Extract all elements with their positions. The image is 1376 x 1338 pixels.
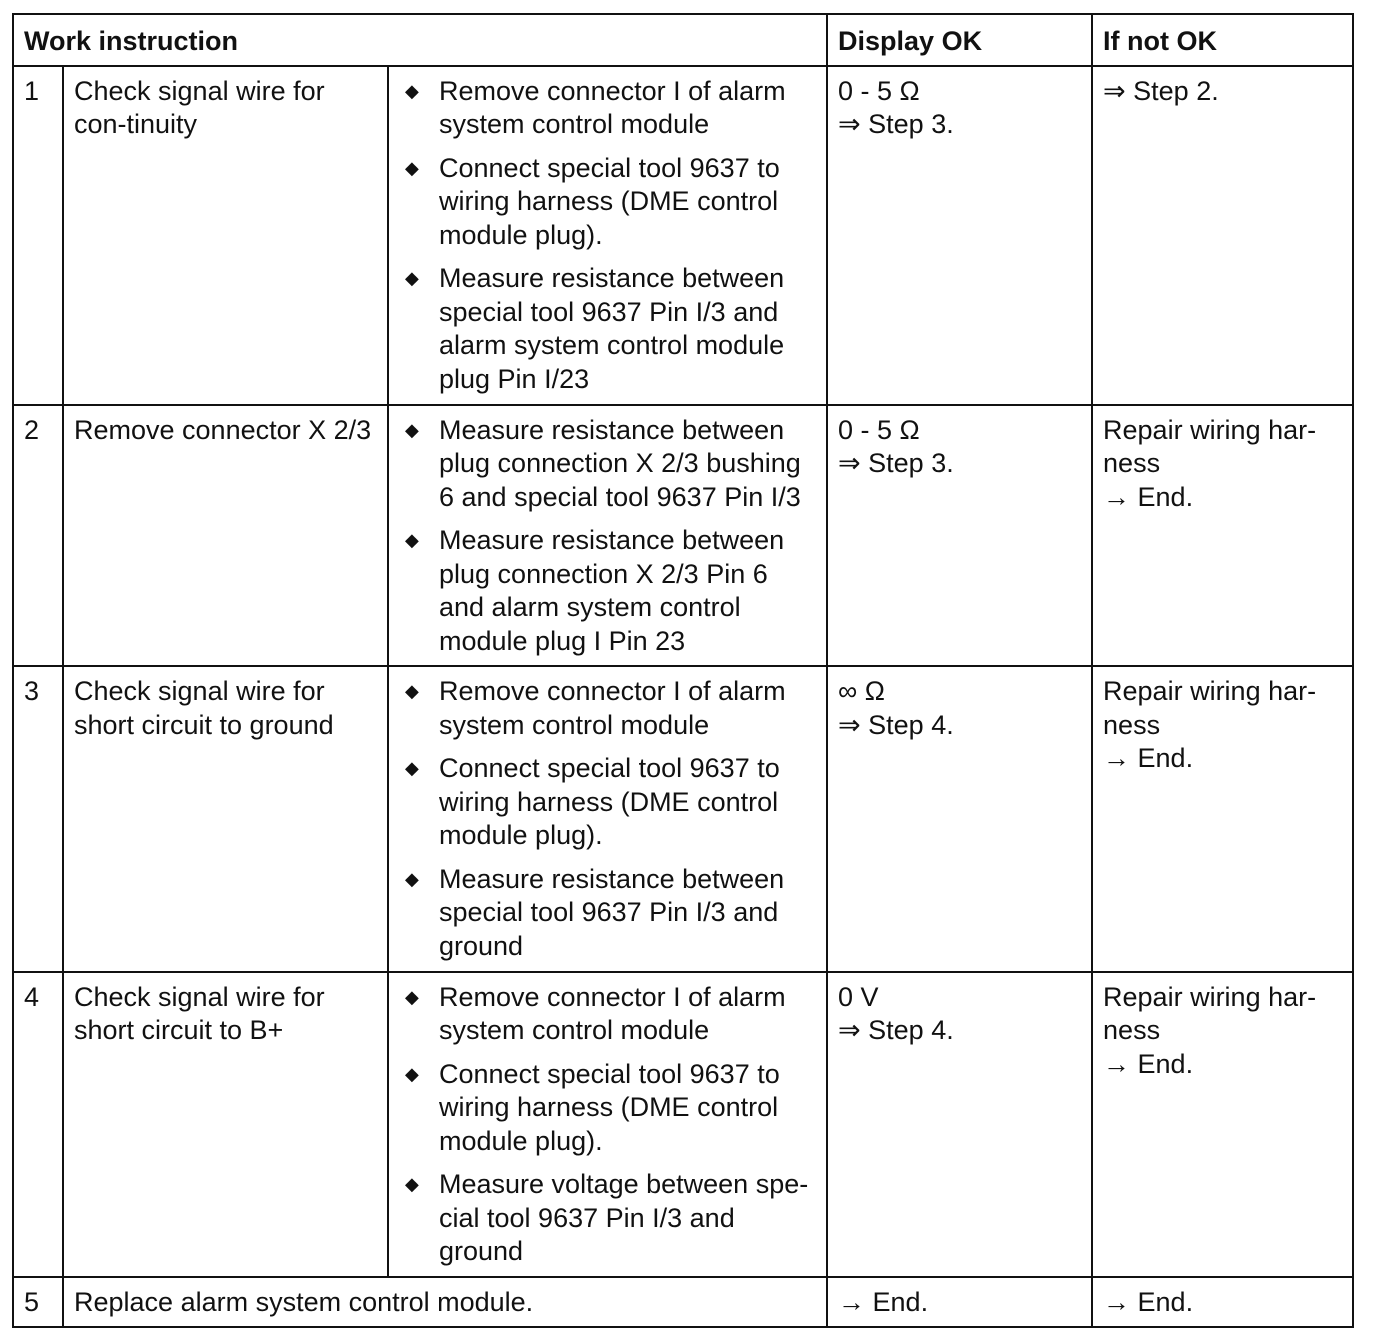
table-row <box>13 66 1353 405</box>
step-number: 1 <box>13 66 63 405</box>
diamond-bullet-icon: ◆ <box>405 80 419 101</box>
step-number: 4 <box>13 972 63 1277</box>
diamond-bullet-icon: ◆ <box>405 1174 419 1195</box>
instruction-text: Check signal wire for short circuit to ground <box>63 666 388 971</box>
if-not-ok-next-step: ⇒ Step 2. <box>1103 75 1219 106</box>
diamond-bullet-icon: ◆ <box>405 681 419 702</box>
action-item <box>399 675 817 742</box>
if-not-ok-next-step: → End. <box>1103 481 1194 512</box>
action-text: Measure voltage between spe-cial tool 9637 Pin I/3 and ground <box>439 1169 809 1267</box>
if-not-ok-next-step: → End. <box>1103 1048 1194 1079</box>
action-list <box>399 981 817 1269</box>
if-not-ok-remedy: Repair wiring har-ness <box>1103 414 1317 479</box>
if-not-ok-remedy: Repair wiring har-ness <box>1103 981 1317 1046</box>
diamond-bullet-icon: ◆ <box>405 268 419 288</box>
action-text: Connect special tool 9637 to wiring harness (DME control module plug). <box>439 152 780 250</box>
if-not-ok-cell <box>1092 66 1353 405</box>
step-number: 3 <box>13 666 63 971</box>
diamond-bullet-icon: ◆ <box>405 530 419 551</box>
action-list <box>399 675 817 963</box>
if-not-ok-cell <box>1092 666 1353 971</box>
display-ok-next-step: ⇒ Step 3. <box>838 448 954 479</box>
action-item <box>399 863 817 964</box>
display-ok-cell <box>827 1277 1092 1327</box>
if-not-ok-cell <box>1092 972 1353 1277</box>
action-list <box>399 75 817 397</box>
action-text: Measure resistance between special tool 9637 Pin I/3 and ground <box>439 863 785 961</box>
step-number: 2 <box>13 405 63 667</box>
action-item <box>399 981 817 1048</box>
header-if-not-ok: If not OK <box>1092 14 1353 66</box>
display-ok-next-step: → End. <box>838 1287 929 1318</box>
action-item <box>399 262 817 396</box>
instruction-text: Remove connector X 2/3 <box>63 405 388 667</box>
instruction-text: Check signal wire for short circuit to B+ <box>63 972 388 1277</box>
instruction-text: Replace alarm system control module. <box>63 1277 827 1327</box>
action-text: Remove connector I of alarm system control module <box>439 676 786 740</box>
header-work-instruction: Work instruction <box>13 14 827 66</box>
display-ok-next-step: ⇒ Step 4. <box>838 709 954 740</box>
display-ok-next-step: ⇒ Step 4. <box>838 1015 954 1046</box>
action-item <box>399 75 817 142</box>
action-list-cell <box>388 405 827 667</box>
if-not-ok-next-step: → End. <box>1103 1287 1194 1318</box>
action-item <box>399 524 817 658</box>
action-item <box>399 414 817 515</box>
table-row <box>13 1277 1353 1327</box>
work-instruction-table <box>12 13 1354 1328</box>
action-text: Connect special tool 9637 to wiring harness (DME control module plug). <box>439 1058 780 1156</box>
display-ok-cell <box>827 66 1092 405</box>
action-text: Connect special tool 9637 to wiring harness (DME control module plug). <box>439 753 780 851</box>
action-text: Remove connector I of alarm system control module <box>439 981 786 1046</box>
display-ok-value: 0 V <box>838 981 879 1012</box>
action-text: Measure resistance between special tool 9637 Pin I/3 and alarm system control module plug Pin I/23 <box>439 263 785 394</box>
if-not-ok-cell <box>1092 1277 1353 1327</box>
action-list-cell <box>388 666 827 971</box>
header-row <box>13 14 1353 66</box>
display-ok-value: ∞ Ω <box>838 676 885 707</box>
diamond-bullet-icon: ◆ <box>405 419 419 440</box>
if-not-ok-next-step: → End. <box>1103 743 1194 774</box>
header-display-ok: Display OK <box>827 14 1092 66</box>
display-ok-cell <box>827 405 1092 667</box>
if-not-ok-cell <box>1092 405 1353 667</box>
display-ok-value: 0 - 5 Ω <box>838 75 920 106</box>
action-item <box>399 1058 817 1159</box>
diamond-bullet-icon: ◆ <box>405 868 419 889</box>
if-not-ok-remedy: Repair wiring har-ness <box>1103 676 1317 740</box>
action-list-cell <box>388 972 827 1277</box>
diamond-bullet-icon: ◆ <box>405 986 419 1007</box>
action-item <box>399 152 817 253</box>
display-ok-cell <box>827 972 1092 1277</box>
diamond-bullet-icon: ◆ <box>405 157 419 178</box>
table-row <box>13 972 1353 1277</box>
display-ok-cell <box>827 666 1092 971</box>
diamond-bullet-icon: ◆ <box>405 1063 419 1084</box>
action-text: Remove connector I of alarm system control module <box>439 75 786 139</box>
action-list <box>399 414 817 659</box>
step-number: 5 <box>13 1277 63 1327</box>
action-item <box>399 752 817 853</box>
action-item <box>399 1168 817 1269</box>
diamond-bullet-icon: ◆ <box>405 758 419 779</box>
table-row <box>13 405 1353 667</box>
instruction-text: Check signal wire for con-tinuity <box>63 66 388 405</box>
table-row <box>13 666 1353 971</box>
display-ok-value: 0 - 5 Ω <box>838 414 920 445</box>
action-text: Measure resistance between plug connection X 2/3 Pin 6 and alarm system control module plug I Pin 23 <box>439 525 785 656</box>
action-text: Measure resistance between plug connection X 2/3 bushing 6 and special tool 9637 Pin I/3 <box>439 414 801 512</box>
action-list-cell <box>388 66 827 405</box>
display-ok-next-step: ⇒ Step 3. <box>838 109 954 139</box>
